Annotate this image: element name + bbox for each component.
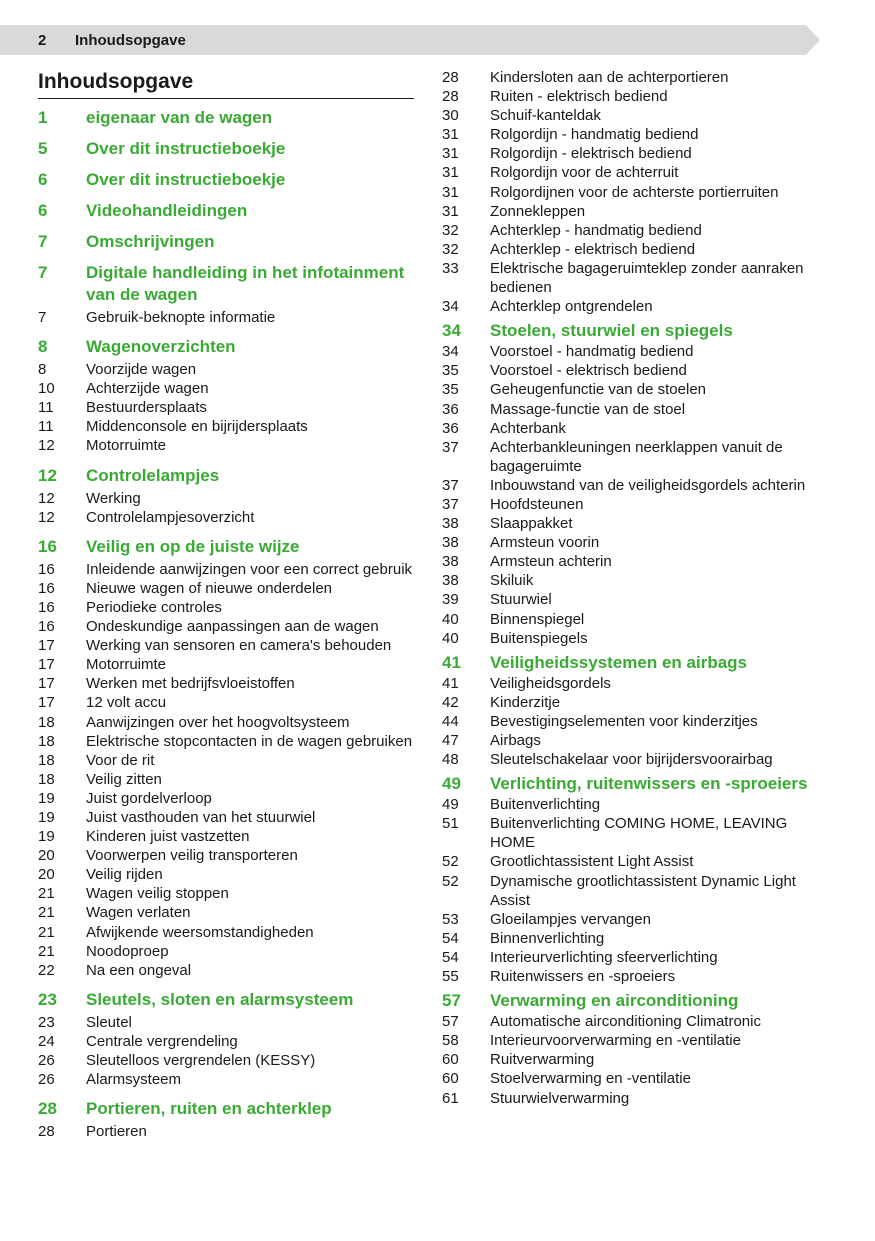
toc-entry-title: Portieren, ruiten en achterklep bbox=[86, 1099, 332, 1119]
toc-entry[interactable] bbox=[442, 814, 822, 852]
toc-page-number: 20 bbox=[38, 847, 55, 865]
toc-entry-title: Controlelampjesoverzicht bbox=[86, 508, 255, 526]
toc-entry[interactable] bbox=[38, 617, 418, 636]
toc-entry-title: Ruitenwissers en -sproeiers bbox=[490, 968, 676, 986]
toc-page-number: 24 bbox=[38, 1032, 55, 1050]
toc-entry[interactable] bbox=[38, 636, 418, 655]
header-page-number: 2 bbox=[38, 32, 47, 49]
toc-entry-title: Voorwerpen veilig transporteren bbox=[86, 847, 298, 865]
toc-entry-title: Schuif-kanteldak bbox=[490, 107, 601, 125]
toc-page-number: 44 bbox=[442, 712, 459, 730]
toc-entry[interactable] bbox=[442, 929, 822, 948]
toc-entry[interactable] bbox=[38, 827, 418, 846]
toc-entry[interactable] bbox=[38, 508, 418, 527]
toc-page-number: 17 bbox=[38, 694, 55, 712]
toc-entry[interactable] bbox=[442, 629, 822, 648]
toc-entry[interactable] bbox=[442, 674, 822, 693]
toc-entry[interactable] bbox=[38, 417, 418, 436]
toc-page-number: 33 bbox=[442, 259, 459, 277]
toc-entry-title: Rolgordijn - handmatig bediend bbox=[490, 126, 699, 144]
toc-entry-title: Armsteun achterin bbox=[490, 553, 612, 571]
toc-page-number: 34 bbox=[442, 343, 459, 361]
toc-entry-title: Achterklep - handmatig bediend bbox=[490, 221, 702, 239]
toc-entry-title: Voor de rit bbox=[86, 751, 155, 769]
toc-page-number: 18 bbox=[38, 770, 55, 788]
toc-entry-title: Buitenspiegels bbox=[490, 629, 588, 647]
toc-section-heading[interactable] bbox=[38, 107, 418, 129]
toc-page-number: 5 bbox=[38, 139, 48, 158]
toc-page-number: 49 bbox=[442, 774, 461, 794]
toc-page-number: 17 bbox=[38, 656, 55, 674]
toc-page-number: 18 bbox=[38, 713, 55, 731]
toc-entry-title: Noodoproep bbox=[86, 942, 169, 960]
toc-page-number: 34 bbox=[442, 298, 459, 316]
toc-entry-title: Achterzijde wagen bbox=[86, 380, 209, 398]
toc-page-number: 37 bbox=[442, 495, 459, 513]
toc-entry-title: Werking bbox=[86, 489, 141, 507]
toc-entry-title: Middenconsole en bijrijdersplaats bbox=[86, 418, 308, 436]
toc-entry[interactable] bbox=[38, 808, 418, 827]
toc-entry-title: Ruitverwarming bbox=[490, 1051, 595, 1069]
toc-page-number: 38 bbox=[442, 534, 459, 552]
header-title: Inhoudsopgave bbox=[75, 32, 186, 49]
toc-entry-title: Nieuwe wagen of nieuwe onderdelen bbox=[86, 579, 333, 597]
toc-page-number: 23 bbox=[38, 1013, 55, 1031]
toc-entry-title: Bevestigingselementen voor kinderzitjes bbox=[490, 712, 758, 730]
page-title: Inhoudsopgave bbox=[38, 70, 414, 99]
toc-entry-title: Sleutels, sloten en alarmsysteem bbox=[86, 989, 354, 1009]
toc-entry[interactable] bbox=[38, 961, 418, 980]
toc-entry[interactable] bbox=[442, 183, 822, 202]
toc-page-number: 31 bbox=[442, 126, 459, 144]
toc-page-number: 21 bbox=[38, 904, 55, 922]
toc-entry[interactable] bbox=[442, 144, 822, 163]
toc-entry-title: Stuurwielverwarming bbox=[490, 1089, 630, 1107]
toc-entry-title: Elektrische stopcontacten in de wagen gebruiken bbox=[86, 732, 413, 750]
toc-entry[interactable] bbox=[38, 398, 418, 417]
toc-page-number: 30 bbox=[442, 107, 459, 125]
toc-entry[interactable] bbox=[442, 221, 822, 240]
toc-section-heading[interactable] bbox=[442, 990, 822, 1012]
toc-page-number: 8 bbox=[38, 337, 48, 357]
toc-entry[interactable] bbox=[442, 750, 822, 769]
toc-entry-title: Geheugenfunctie van de stoelen bbox=[490, 381, 706, 399]
toc-entry-title: Werken met bedrijfsvloeistoffen bbox=[86, 675, 295, 693]
toc-entry-title: Periodieke controles bbox=[86, 598, 222, 616]
toc-entry-title: Armsteun voorin bbox=[490, 534, 600, 552]
toc-page-number: 12 bbox=[38, 489, 55, 507]
toc-entry[interactable] bbox=[38, 655, 418, 674]
toc-entry[interactable] bbox=[442, 693, 822, 712]
toc-entry-title: Motorruimte bbox=[86, 437, 167, 455]
toc-page-number: 21 bbox=[38, 923, 55, 941]
toc-page-number: 12 bbox=[38, 465, 57, 485]
toc-entry-title: Stuurwiel bbox=[490, 591, 552, 609]
toc-page-number: 19 bbox=[38, 789, 55, 807]
toc-section-heading[interactable] bbox=[38, 200, 418, 222]
toc-entry-title: Juist vasthouden van het stuurwiel bbox=[86, 808, 316, 826]
toc-page-number: 38 bbox=[442, 572, 459, 590]
toc-page-number: 39 bbox=[442, 591, 459, 609]
toc-entry-title: Dynamische grootlichtassistent Dynamic Light Assist bbox=[490, 872, 796, 909]
toc-section-heading[interactable] bbox=[442, 320, 822, 342]
toc-page-number: 28 bbox=[38, 1123, 55, 1141]
toc-page-number: 47 bbox=[442, 732, 459, 749]
toc-page-number: 52 bbox=[442, 872, 459, 890]
toc-page-number: 21 bbox=[38, 942, 55, 960]
toc-page-number: 16 bbox=[38, 560, 55, 578]
toc-entry-title: Buitenverlichting COMING HOME, LEAVING HOME bbox=[490, 815, 788, 852]
toc-entry[interactable] bbox=[442, 552, 822, 571]
toc-entry[interactable] bbox=[442, 297, 822, 316]
toc-entry[interactable] bbox=[442, 712, 822, 731]
toc-entry-title: Gebruik-beknopte informatie bbox=[86, 309, 276, 326]
toc-entry-title: Over dit instructieboekje bbox=[86, 139, 286, 158]
toc-page-number: 54 bbox=[442, 929, 459, 947]
toc-entry-title: Inbouwstand van de veiligheidsgordels achterin bbox=[490, 476, 806, 494]
toc-page-number: 49 bbox=[442, 796, 459, 814]
toc-entry-title: Hoofdsteunen bbox=[490, 495, 584, 513]
toc-entry[interactable] bbox=[38, 1070, 418, 1089]
toc-entry-title: Verlichting, ruitenwissers en -sproeiers bbox=[490, 774, 808, 794]
toc-section-heading[interactable] bbox=[38, 138, 418, 160]
toc-page-number: 26 bbox=[38, 1071, 55, 1089]
toc-entry-title: Skiluik bbox=[490, 572, 534, 590]
toc-page-number: 51 bbox=[442, 815, 459, 833]
toc-page-number: 16 bbox=[38, 536, 57, 556]
toc-entry-title: Stoelen, stuurwiel en spiegels bbox=[490, 321, 733, 341]
toc-page-number: 26 bbox=[38, 1052, 55, 1069]
toc-entry-title: Werking van sensoren en camera's behouden bbox=[86, 637, 392, 655]
toc-entry[interactable] bbox=[38, 713, 418, 732]
toc-page-number: 19 bbox=[38, 808, 55, 826]
toc-entry[interactable] bbox=[38, 674, 418, 693]
toc-entry[interactable] bbox=[38, 751, 418, 770]
toc-section-heading[interactable] bbox=[442, 773, 822, 795]
toc-page-number: 60 bbox=[442, 1051, 459, 1069]
toc-page-number: 12 bbox=[38, 508, 55, 526]
toc-entry[interactable] bbox=[38, 436, 418, 455]
toc-page-number: 16 bbox=[38, 618, 55, 636]
toc-entry-title: Verwarming en airconditioning bbox=[490, 991, 739, 1011]
toc-entry-title: Achterklep ontgrendelen bbox=[490, 298, 653, 316]
toc-entry-title: Bestuurdersplaats bbox=[86, 399, 207, 417]
toc-section-heading[interactable] bbox=[38, 262, 418, 306]
toc-page-number: 31 bbox=[442, 145, 459, 163]
toc-entry[interactable] bbox=[442, 419, 822, 438]
toc-page-number: 10 bbox=[38, 380, 55, 398]
toc-entry[interactable] bbox=[442, 967, 822, 986]
toc-entry[interactable] bbox=[442, 1069, 822, 1088]
toc-entry-title: Juist gordelverloop bbox=[86, 789, 212, 807]
toc-entry[interactable] bbox=[38, 379, 418, 398]
toc-entry-title: Veilig en op de juiste wijze bbox=[86, 536, 300, 556]
toc-page-number: 37 bbox=[442, 476, 459, 494]
toc-page-number: 53 bbox=[442, 910, 459, 928]
toc-page-number: 6 bbox=[38, 170, 48, 189]
toc-page-number: 35 bbox=[442, 362, 459, 380]
toc-entry-title: Interieurverlichting sfeerverlichting bbox=[490, 948, 718, 966]
toc-page-number: 58 bbox=[442, 1032, 459, 1050]
toc-entry-title: Slaappakket bbox=[490, 515, 573, 533]
toc-entry[interactable] bbox=[442, 106, 822, 125]
toc-page-number: 36 bbox=[442, 419, 459, 437]
toc-page-number: 54 bbox=[442, 948, 459, 966]
toc-section-heading[interactable] bbox=[38, 465, 418, 487]
toc-entry-title: Veiligheidsgordels bbox=[490, 674, 611, 692]
toc-entry[interactable] bbox=[38, 360, 418, 379]
toc-entry-title: Wagen veilig stoppen bbox=[86, 885, 229, 903]
toc-entry[interactable] bbox=[442, 125, 822, 144]
toc-entry-title: Rolgordijnen voor de achterste portierruiten bbox=[490, 183, 779, 201]
toc-entry-title: Achterklep - elektrisch bediend bbox=[490, 240, 696, 258]
toc-page-number: 7 bbox=[38, 309, 47, 326]
toc-page-number: 38 bbox=[442, 515, 459, 533]
toc-entry-title: Controlelampjes bbox=[86, 465, 220, 485]
toc-page-number: 16 bbox=[38, 579, 55, 597]
toc-entry-title: Automatische airconditioning Climatronic bbox=[490, 1013, 761, 1031]
toc-page-number: 41 bbox=[442, 652, 461, 672]
toc-entry-title: Airbags bbox=[490, 732, 541, 749]
toc-entry[interactable] bbox=[442, 795, 822, 814]
toc-entry-title: Buitenverlichting bbox=[490, 796, 601, 814]
toc-entry[interactable] bbox=[442, 1031, 822, 1050]
toc-entry[interactable] bbox=[442, 1050, 822, 1069]
toc-page-number: 28 bbox=[442, 88, 459, 106]
toc-entry-title: Interieurvoorverwarming en -ventilatie bbox=[490, 1032, 741, 1050]
toc-page-number: 52 bbox=[442, 853, 459, 871]
toc-entry[interactable] bbox=[38, 579, 418, 598]
toc-entry-title: Sleutelschakelaar voor bijrijdersvoorairbag bbox=[490, 751, 773, 769]
toc-entry-title: Na een ongeval bbox=[86, 961, 192, 979]
toc-page-number: 11 bbox=[38, 399, 54, 417]
toc-entry-title: Achterbank bbox=[490, 419, 566, 437]
toc-entry[interactable] bbox=[442, 87, 822, 106]
toc-entry[interactable] bbox=[442, 361, 822, 380]
toc-entry-title: Binnenverlichting bbox=[490, 929, 605, 947]
toc-entry[interactable] bbox=[38, 923, 418, 942]
toc-entry[interactable] bbox=[442, 571, 822, 590]
toc-entry-title: Kinderzitje bbox=[490, 693, 561, 711]
toc-entry-title: Achterbankleuningen neerklappen vanuit de bagageruimte bbox=[490, 438, 783, 475]
toc-page-number: 31 bbox=[442, 164, 459, 182]
toc-section-heading[interactable] bbox=[38, 336, 418, 358]
toc-page-number: 18 bbox=[38, 751, 55, 769]
toc-entry-title: Digitale handleiding in het infotainment van de wagen bbox=[86, 263, 405, 304]
toc-entry[interactable] bbox=[442, 731, 822, 750]
toc-entry-title: eigenaar van de wagen bbox=[86, 108, 273, 127]
toc-page-number: 18 bbox=[38, 732, 55, 750]
toc-entry-title: Zonnekleppen bbox=[490, 202, 586, 220]
toc-entry-title: Massage-functie van de stoel bbox=[490, 400, 686, 418]
toc-entry[interactable] bbox=[442, 259, 822, 297]
toc-entry[interactable] bbox=[38, 489, 418, 508]
toc-entry[interactable] bbox=[442, 610, 822, 629]
toc-entry[interactable] bbox=[442, 476, 822, 495]
toc-page-number: 55 bbox=[442, 968, 459, 986]
toc-page-number: 40 bbox=[442, 629, 459, 647]
toc-right-column bbox=[442, 68, 822, 1108]
toc-entry[interactable] bbox=[38, 789, 418, 808]
toc-entry-title: Kinderen juist vastzetten bbox=[86, 828, 250, 846]
toc-page-number: 23 bbox=[38, 989, 57, 1009]
toc-page-number: 60 bbox=[442, 1070, 459, 1088]
toc-entry[interactable] bbox=[38, 942, 418, 961]
toc-page-number: 40 bbox=[442, 610, 459, 628]
toc-entry-title: 12 volt accu bbox=[86, 694, 167, 712]
toc-entry[interactable] bbox=[442, 438, 822, 476]
toc-entry[interactable] bbox=[442, 910, 822, 929]
toc-entry-title: Gloeilampjes vervangen bbox=[490, 910, 651, 928]
toc-entry[interactable] bbox=[442, 68, 822, 87]
toc-entry[interactable] bbox=[442, 872, 822, 910]
toc-entry[interactable] bbox=[38, 1013, 418, 1032]
toc-entry-title: Voorstoel - handmatig bediend bbox=[490, 343, 694, 361]
toc-entry[interactable] bbox=[38, 560, 418, 579]
toc-page-number: 1 bbox=[38, 108, 48, 127]
toc-entry[interactable] bbox=[38, 770, 418, 789]
toc-entry-title: Voorzijde wagen bbox=[86, 361, 197, 379]
toc-page-number: 16 bbox=[38, 598, 55, 616]
toc-entry[interactable] bbox=[38, 732, 418, 751]
toc-page-number: 8 bbox=[38, 361, 47, 379]
toc-page-number: 28 bbox=[442, 69, 459, 86]
toc-entry[interactable] bbox=[442, 533, 822, 552]
toc-page-number: 36 bbox=[442, 400, 459, 418]
toc-page-number: 48 bbox=[442, 751, 459, 769]
toc-page-number: 17 bbox=[38, 637, 55, 655]
toc-entry-title: Binnenspiegel bbox=[490, 610, 585, 628]
toc-page-number: 34 bbox=[442, 321, 461, 341]
toc-page-number: 41 bbox=[442, 674, 459, 692]
toc-entry-title: Veilig rijden bbox=[86, 866, 163, 884]
toc-entry-title: Sleutelloos vergrendelen (KESSY) bbox=[86, 1052, 316, 1069]
toc-entry[interactable] bbox=[38, 884, 418, 903]
toc-entry[interactable] bbox=[442, 240, 822, 259]
toc-entry-title: Aanwijzingen over het hoogvoltsysteem bbox=[86, 713, 350, 731]
toc-entry-title: Rolgordijn voor de achterruit bbox=[490, 164, 679, 182]
toc-page-number: 7 bbox=[38, 232, 48, 251]
toc-entry[interactable] bbox=[442, 948, 822, 967]
toc-entry-title: Veiligheidssystemen en airbags bbox=[490, 652, 748, 672]
toc-page-number: 32 bbox=[442, 221, 459, 239]
toc-section-heading[interactable] bbox=[38, 536, 418, 558]
toc-page-number: 37 bbox=[442, 438, 459, 456]
toc-entry[interactable] bbox=[38, 1032, 418, 1051]
toc-entry-title: Ondeskundige aanpassingen aan de wagen bbox=[86, 618, 379, 636]
toc-entry-title: Grootlichtassistent Light Assist bbox=[490, 853, 694, 871]
toc-entry-title: Inleidende aanwijzingen voor een correct gebruik bbox=[86, 560, 413, 578]
toc-section-heading[interactable] bbox=[38, 169, 418, 191]
toc-entry[interactable] bbox=[442, 202, 822, 221]
toc-entry-title: Wagen verlaten bbox=[86, 904, 191, 922]
toc-entry[interactable] bbox=[38, 1051, 418, 1070]
toc-entry[interactable] bbox=[442, 514, 822, 533]
toc-page-number: 21 bbox=[38, 885, 55, 903]
toc-page-number: 35 bbox=[442, 381, 459, 399]
toc-page-number: 7 bbox=[38, 263, 48, 282]
toc-entry[interactable] bbox=[38, 903, 418, 922]
toc-entry[interactable] bbox=[38, 693, 418, 712]
toc-entry-title: Omschrijvingen bbox=[86, 232, 215, 251]
toc-entry-title: Afwijkende weersomstandigheden bbox=[86, 923, 314, 941]
toc-entry-title: Videohandleidingen bbox=[86, 201, 248, 220]
toc-entry-title: Stoelverwarming en -ventilatie bbox=[490, 1070, 691, 1088]
toc-entry-title: Motorruimte bbox=[86, 656, 167, 674]
toc-page-number: 17 bbox=[38, 675, 55, 693]
toc-page-number: 57 bbox=[442, 1013, 459, 1031]
toc-page-number: 61 bbox=[442, 1089, 459, 1107]
toc-page-number: 12 bbox=[38, 437, 55, 455]
toc-entry[interactable] bbox=[442, 163, 822, 182]
toc-entry-title: Sleutel bbox=[86, 1013, 132, 1031]
toc-entry-title: Voorstoel - elektrisch bediend bbox=[490, 362, 687, 380]
toc-page-number: 42 bbox=[442, 693, 459, 711]
toc-page-number: 28 bbox=[38, 1099, 57, 1119]
toc-entry[interactable] bbox=[442, 380, 822, 399]
toc-entry-title: Centrale vergrendeling bbox=[86, 1032, 238, 1050]
toc-section-heading[interactable] bbox=[442, 652, 822, 674]
toc-entry-title: Rolgordijn - elektrisch bediend bbox=[490, 145, 692, 163]
toc-entry-title: Ruiten - elektrisch bediend bbox=[490, 88, 668, 106]
toc-entry[interactable] bbox=[442, 495, 822, 514]
toc-section-heading[interactable] bbox=[38, 989, 418, 1011]
toc-entry[interactable] bbox=[38, 598, 418, 617]
toc-entry-title: Wagenoverzichten bbox=[86, 337, 236, 357]
toc-page-number: 6 bbox=[38, 201, 48, 220]
toc-page-number: 31 bbox=[442, 183, 459, 201]
toc-entry[interactable] bbox=[442, 1089, 822, 1108]
toc-entry-title: Alarmsysteem bbox=[86, 1071, 182, 1089]
toc-left-column bbox=[38, 107, 418, 1141]
toc-entry-title: Kindersloten aan de achterportieren bbox=[490, 69, 729, 86]
toc-entry[interactable] bbox=[38, 308, 418, 327]
toc-entry-title: Elektrische bagageruimteklep zonder aanraken bedienen bbox=[490, 259, 804, 297]
toc-entry[interactable] bbox=[38, 846, 418, 865]
toc-page-number: 22 bbox=[38, 961, 55, 979]
toc-entry[interactable] bbox=[442, 342, 822, 361]
toc-entry[interactable] bbox=[442, 852, 822, 871]
toc-page-number: 57 bbox=[442, 991, 461, 1011]
toc-section-heading[interactable] bbox=[38, 1098, 418, 1120]
toc-page-number: 31 bbox=[442, 202, 459, 220]
toc-entry-title: Veilig zitten bbox=[86, 770, 162, 788]
toc-page-number: 20 bbox=[38, 866, 55, 884]
toc-page-number: 11 bbox=[38, 418, 54, 436]
toc-page-number: 38 bbox=[442, 553, 459, 571]
toc-page-number: 32 bbox=[442, 240, 459, 258]
toc-section-heading[interactable] bbox=[38, 231, 418, 253]
toc-page-number: 19 bbox=[38, 828, 55, 846]
toc-entry-title: Over dit instructieboekje bbox=[86, 170, 286, 189]
toc-entry-title: Portieren bbox=[86, 1123, 147, 1141]
toc-entry[interactable] bbox=[38, 865, 418, 884]
toc-entry[interactable] bbox=[442, 590, 822, 609]
toc-entry[interactable] bbox=[442, 1012, 822, 1031]
toc-entry[interactable] bbox=[38, 1122, 418, 1141]
toc-entry[interactable] bbox=[442, 400, 822, 419]
